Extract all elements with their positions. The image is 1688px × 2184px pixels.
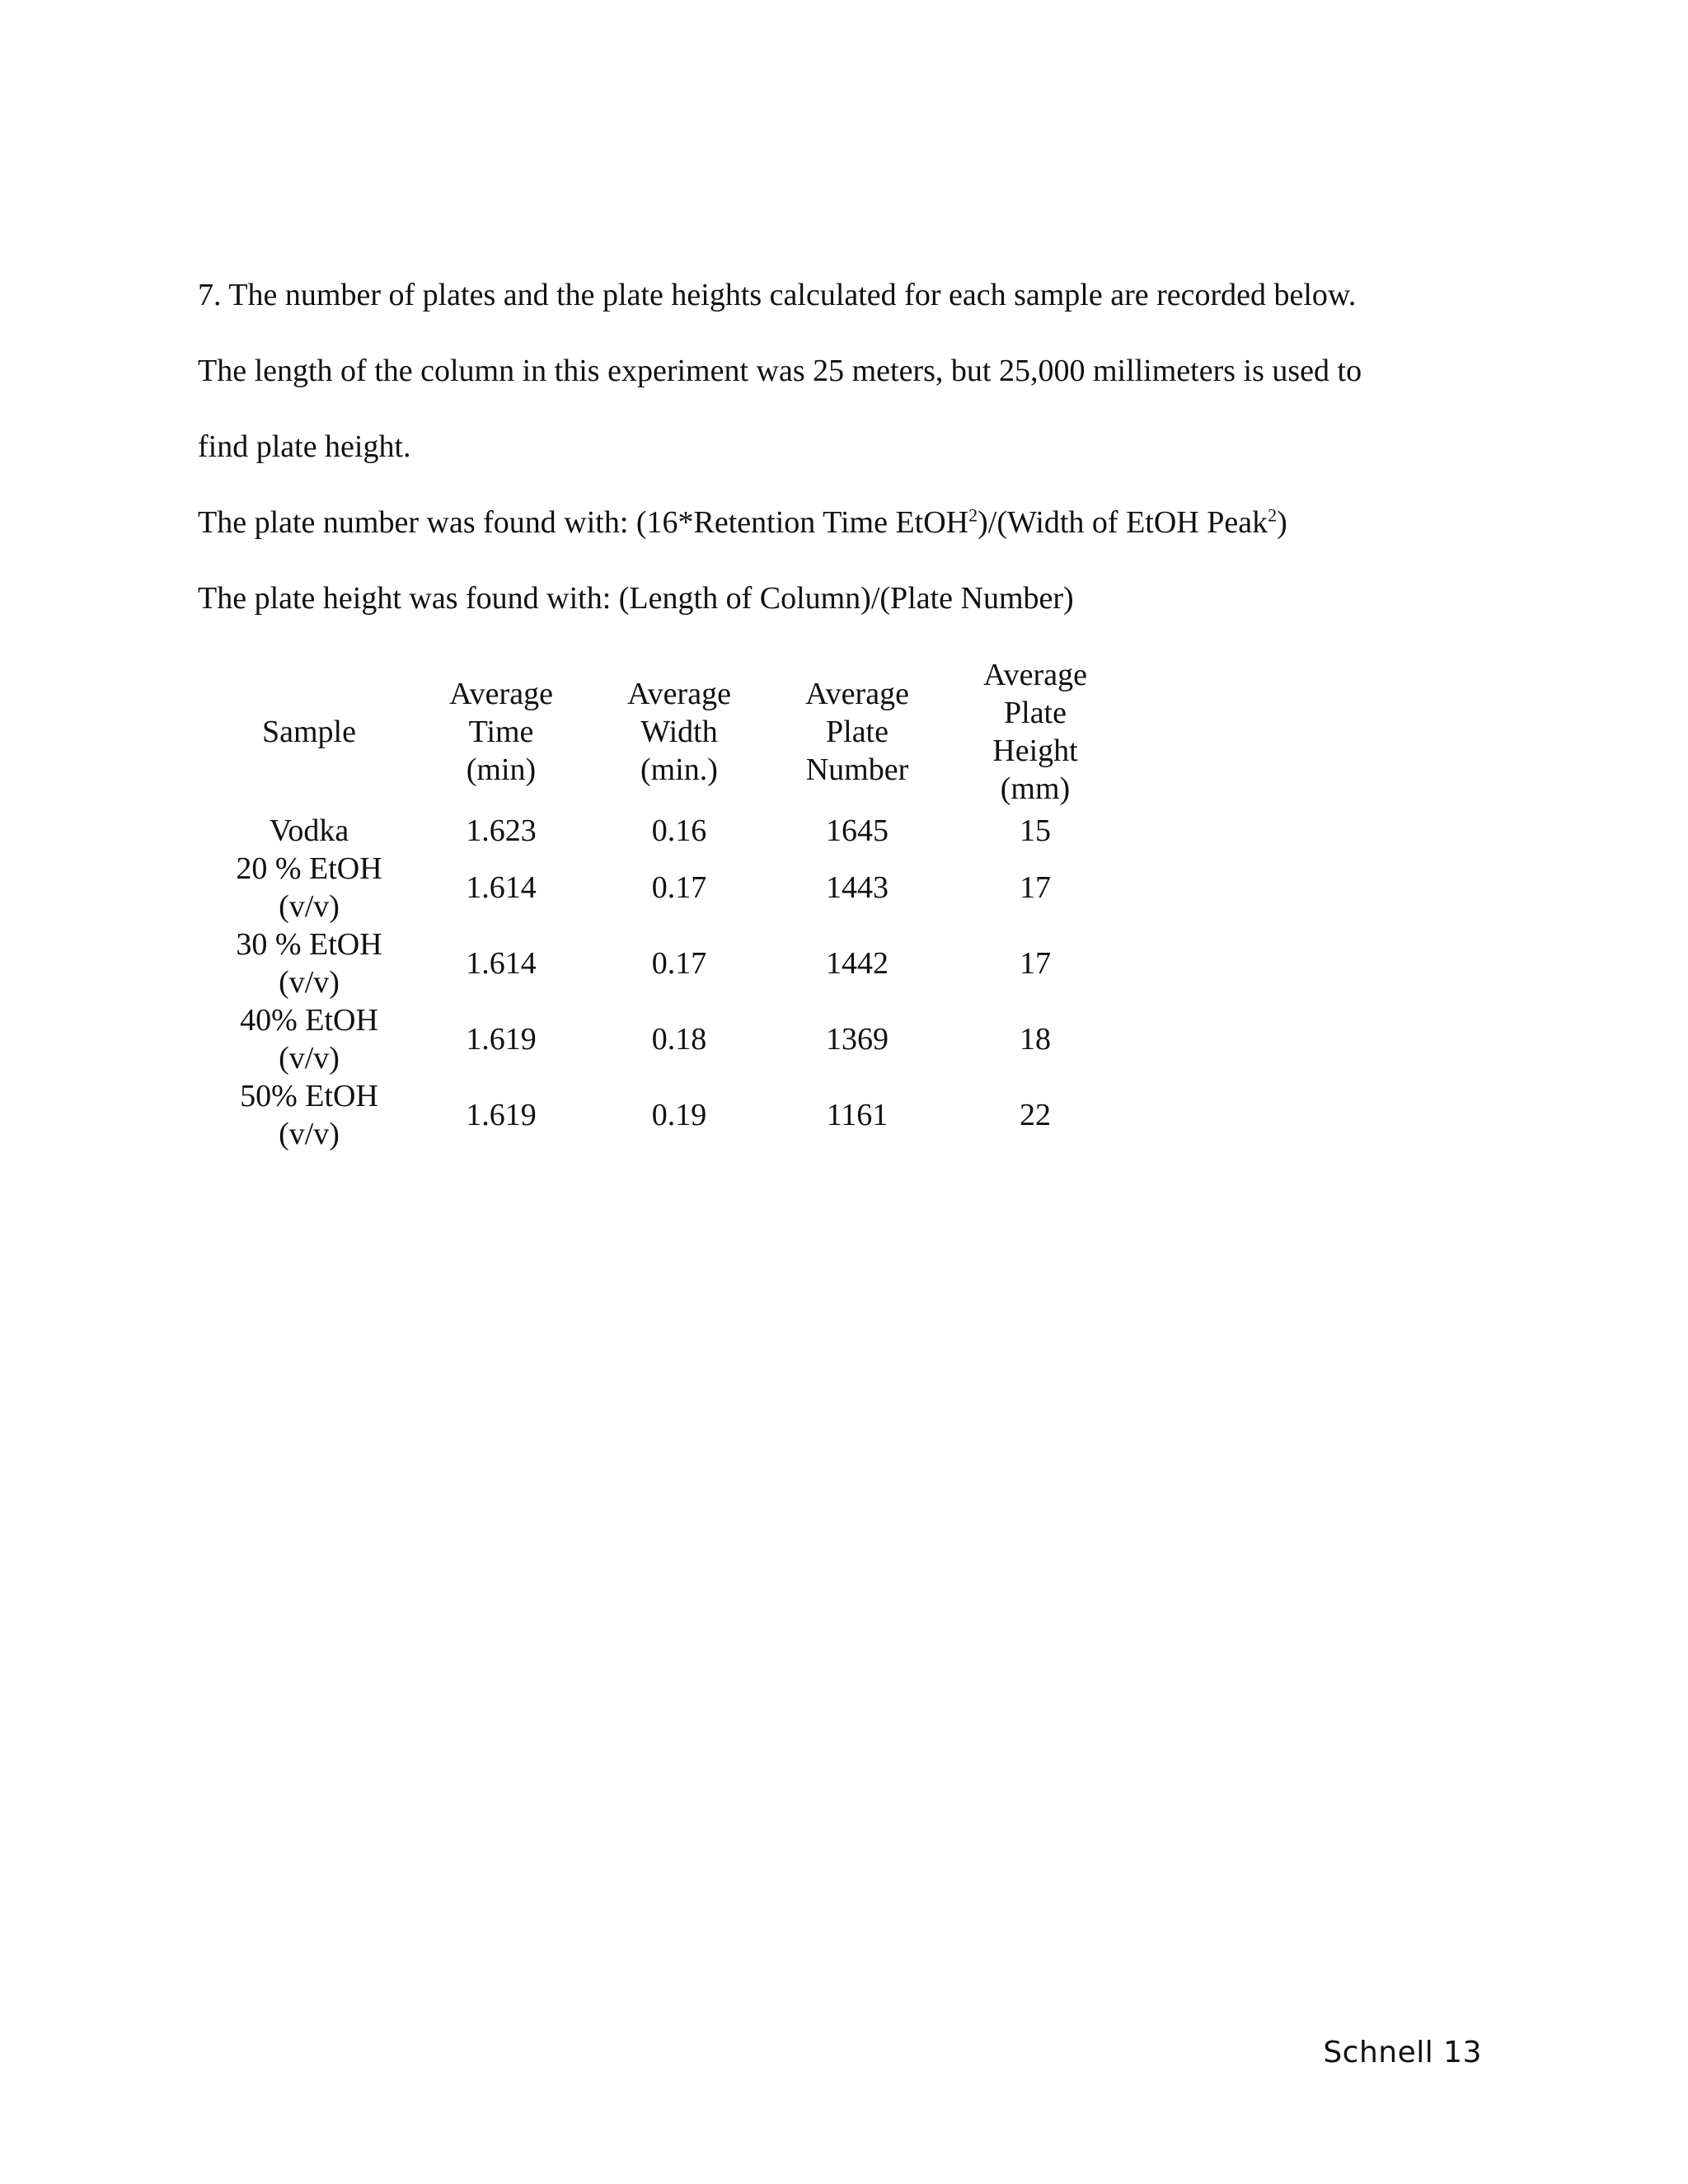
header-line: Time — [468, 714, 534, 749]
table-header-row — [206, 651, 1124, 812]
cell-width: 0.17 — [651, 946, 707, 981]
header-line: Plate — [1004, 695, 1067, 730]
formula-middle: )/(Width of EtOH Peak — [978, 505, 1268, 540]
table-row — [206, 850, 1124, 926]
cell-time: 1.619 — [466, 1098, 537, 1132]
cell-plate-height: 18 — [1020, 1022, 1051, 1057]
cell-plate-number: 1442 — [826, 946, 889, 981]
superscript: 2 — [968, 504, 978, 526]
header-line: Average — [983, 657, 1087, 692]
header-sample — [206, 651, 412, 812]
cell-plate-number: 1161 — [826, 1098, 889, 1132]
formula-suffix: ) — [1277, 505, 1287, 540]
cell-width: 0.16 — [651, 813, 707, 848]
cell-plate-number: 1443 — [826, 870, 889, 905]
header-line: Height — [992, 733, 1078, 768]
paragraph-line-1: 7. The number of plates and the plate heights calculated for each sample are recorded below. — [198, 278, 1357, 312]
sample-line: (v/v) — [279, 1117, 340, 1151]
results-table — [206, 651, 1124, 1153]
table-row — [206, 1077, 1124, 1153]
sample-line: Vodka — [269, 813, 349, 848]
cell-time: 1.623 — [466, 813, 537, 848]
page-footer-label: Schnell 13 — [1323, 2036, 1482, 2069]
paragraph-line-2: The length of the column in this experiment was 25 meters, but 25,000 millimeters is used to — [198, 354, 1362, 388]
cell-width: 0.19 — [651, 1098, 707, 1132]
header-line: Average — [805, 676, 909, 711]
formula-prefix: The plate number was found with: (16*Retention Time EtOH — [198, 505, 969, 540]
cell-plate-height: 17 — [1020, 946, 1051, 981]
paragraph-line-3: find plate height. — [198, 429, 411, 464]
cell-plate-height: 22 — [1020, 1098, 1051, 1132]
sample-line: (v/v) — [279, 1041, 340, 1076]
cell-sample — [206, 1001, 412, 1077]
cell-sample — [206, 926, 412, 1001]
cell-sample — [206, 812, 412, 850]
header-line: Number — [805, 752, 909, 787]
sample-line: 40% EtOH — [240, 1003, 378, 1038]
body-text — [198, 257, 1484, 636]
cell-time: 1.614 — [466, 870, 537, 905]
plate-number-formula — [198, 485, 1484, 560]
header-line: Average — [627, 676, 731, 711]
cell-plate-number: 1369 — [826, 1022, 889, 1057]
sample-line: (v/v) — [279, 965, 340, 1000]
cell-sample — [206, 850, 412, 926]
cell-time: 1.614 — [466, 946, 537, 981]
cell-time: 1.619 — [466, 1022, 537, 1057]
sample-line: (v/v) — [279, 889, 340, 924]
header-line: (min.) — [640, 752, 718, 787]
header-line: Average — [449, 676, 553, 711]
table-row — [206, 1001, 1124, 1077]
header-line: Sample — [262, 714, 356, 749]
header-average-time — [412, 651, 590, 812]
header-line: Width — [640, 714, 718, 749]
cell-plate-height: 17 — [1020, 870, 1051, 905]
sample-line: 20 % EtOH — [236, 851, 382, 886]
cell-sample — [206, 1077, 412, 1153]
table-row — [206, 812, 1124, 850]
header-average-plate-number — [768, 651, 946, 812]
cell-width: 0.18 — [651, 1022, 707, 1057]
cell-plate-height: 15 — [1020, 813, 1051, 848]
header-line: Plate — [826, 714, 889, 749]
plate-height-formula: The plate height was found with: (Length of Column)/(Plate Number) — [198, 581, 1074, 616]
cell-width: 0.17 — [651, 870, 707, 905]
table-row — [206, 926, 1124, 1001]
superscript: 2 — [1268, 504, 1278, 526]
header-average-plate-height — [946, 651, 1124, 812]
header-line: (min) — [466, 752, 537, 787]
cell-plate-number: 1645 — [826, 813, 889, 848]
sample-line: 30 % EtOH — [236, 927, 382, 962]
header-line: (mm) — [1000, 771, 1071, 806]
header-average-width — [590, 651, 768, 812]
sample-line: 50% EtOH — [240, 1079, 378, 1113]
